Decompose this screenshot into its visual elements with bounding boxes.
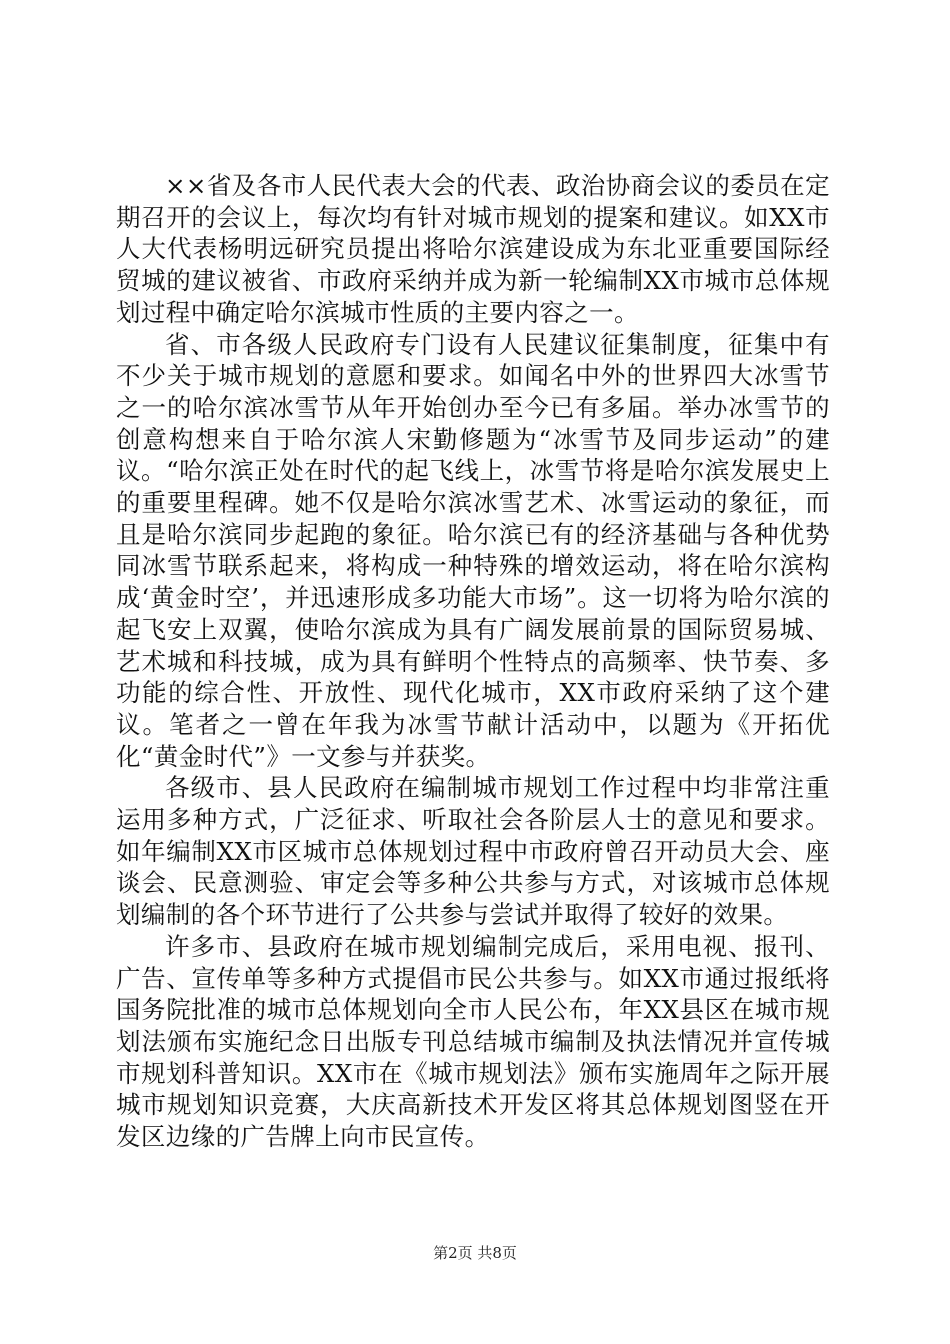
paragraph-3: 各级市、县人民政府在编制城市规划工作过程中均非常注重运用多种方式，广泛征求、听取社会各阶层人士的意见和要求。如年编制XX市区城市总体规划过程中市政府曾召开动员大会、座谈会、民意测验、审定会等多种公共参与方式，对该城市总体规划编制的各个环节进行了公共参与尝试并取得了较好的效果。 — [116, 773, 830, 930]
page-number-footer: 第2页 共8页 — [433, 1244, 517, 1262]
paragraph-1: ××省及各市人民代表大会的代表、政治协商会议的委员在定期召开的会议上，每次均有针对城市规划的提案和建议。如XX市人大代表杨明远研究员提出将哈尔滨建设成为东北亚重要国际经贸城的建议被省、市政府采纳并成为新一轮编制XX市城市总体规划过程中确定哈尔滨城市性质的主要内容之一。 — [116, 171, 830, 327]
document-body — [116, 170, 830, 1153]
paragraph-2: 省、市各级人民政府专门设有人民建议征集制度，征集中有不少关于城市规划的意愿和要求。如闻名中外的世界四大冰雪节之一的哈尔滨冰雪节从年开始创办至今已有多届。举办冰雪节的创意构想来自于哈尔滨人宋勤修题为“冰雪节及同步运动”的建议。“哈尔滨正处在时代的起飞线上，冰雪节将是哈尔滨发展史上的重要里程碑。她不仅是哈尔滨冰雪艺术、冰雪运动的象征，而且是哈尔滨同步起跑的象征。哈尔滨已有的经济基础与各种优势同冰雪节联系起来，将构成一种特殊的增效运动，将在哈尔滨构成‘黄金时空’，并迅速形成多功能大市场”。这一切将为哈尔滨的起飞安上双翼，使哈尔滨成为具有广阔发展前景的国际贸易城、艺术城和科技城，成为具有鲜明个性特点的高频率、快节奏、多功能的综合性、开放性、现代化城市，XX市政府采纳了这个建议。笔者之一曾在年我为冰雪节献计活动中，以题为《开拓优化“黄金时代”》一文参与并获奖。 — [116, 329, 830, 771]
paragraph-4: 许多市、县政府在城市规划编制完成后，采用电视、报刊、广告、宣传单等多种方式提倡市民公共参与。如XX市通过报纸将国务院批准的城市总体规划向全市人民公布，年XX县区在城市规划法颁布实施纪念日出版专刊总结城市编制及执法情况并宣传城市规划科普知识。XX市在《城市规划法》颁布实施周年之际开展城市规划知识竞赛，大庆高新技术开发区将其总体规划图竖在开发区边缘的广告牌上向市民宣传。 — [116, 931, 830, 1152]
